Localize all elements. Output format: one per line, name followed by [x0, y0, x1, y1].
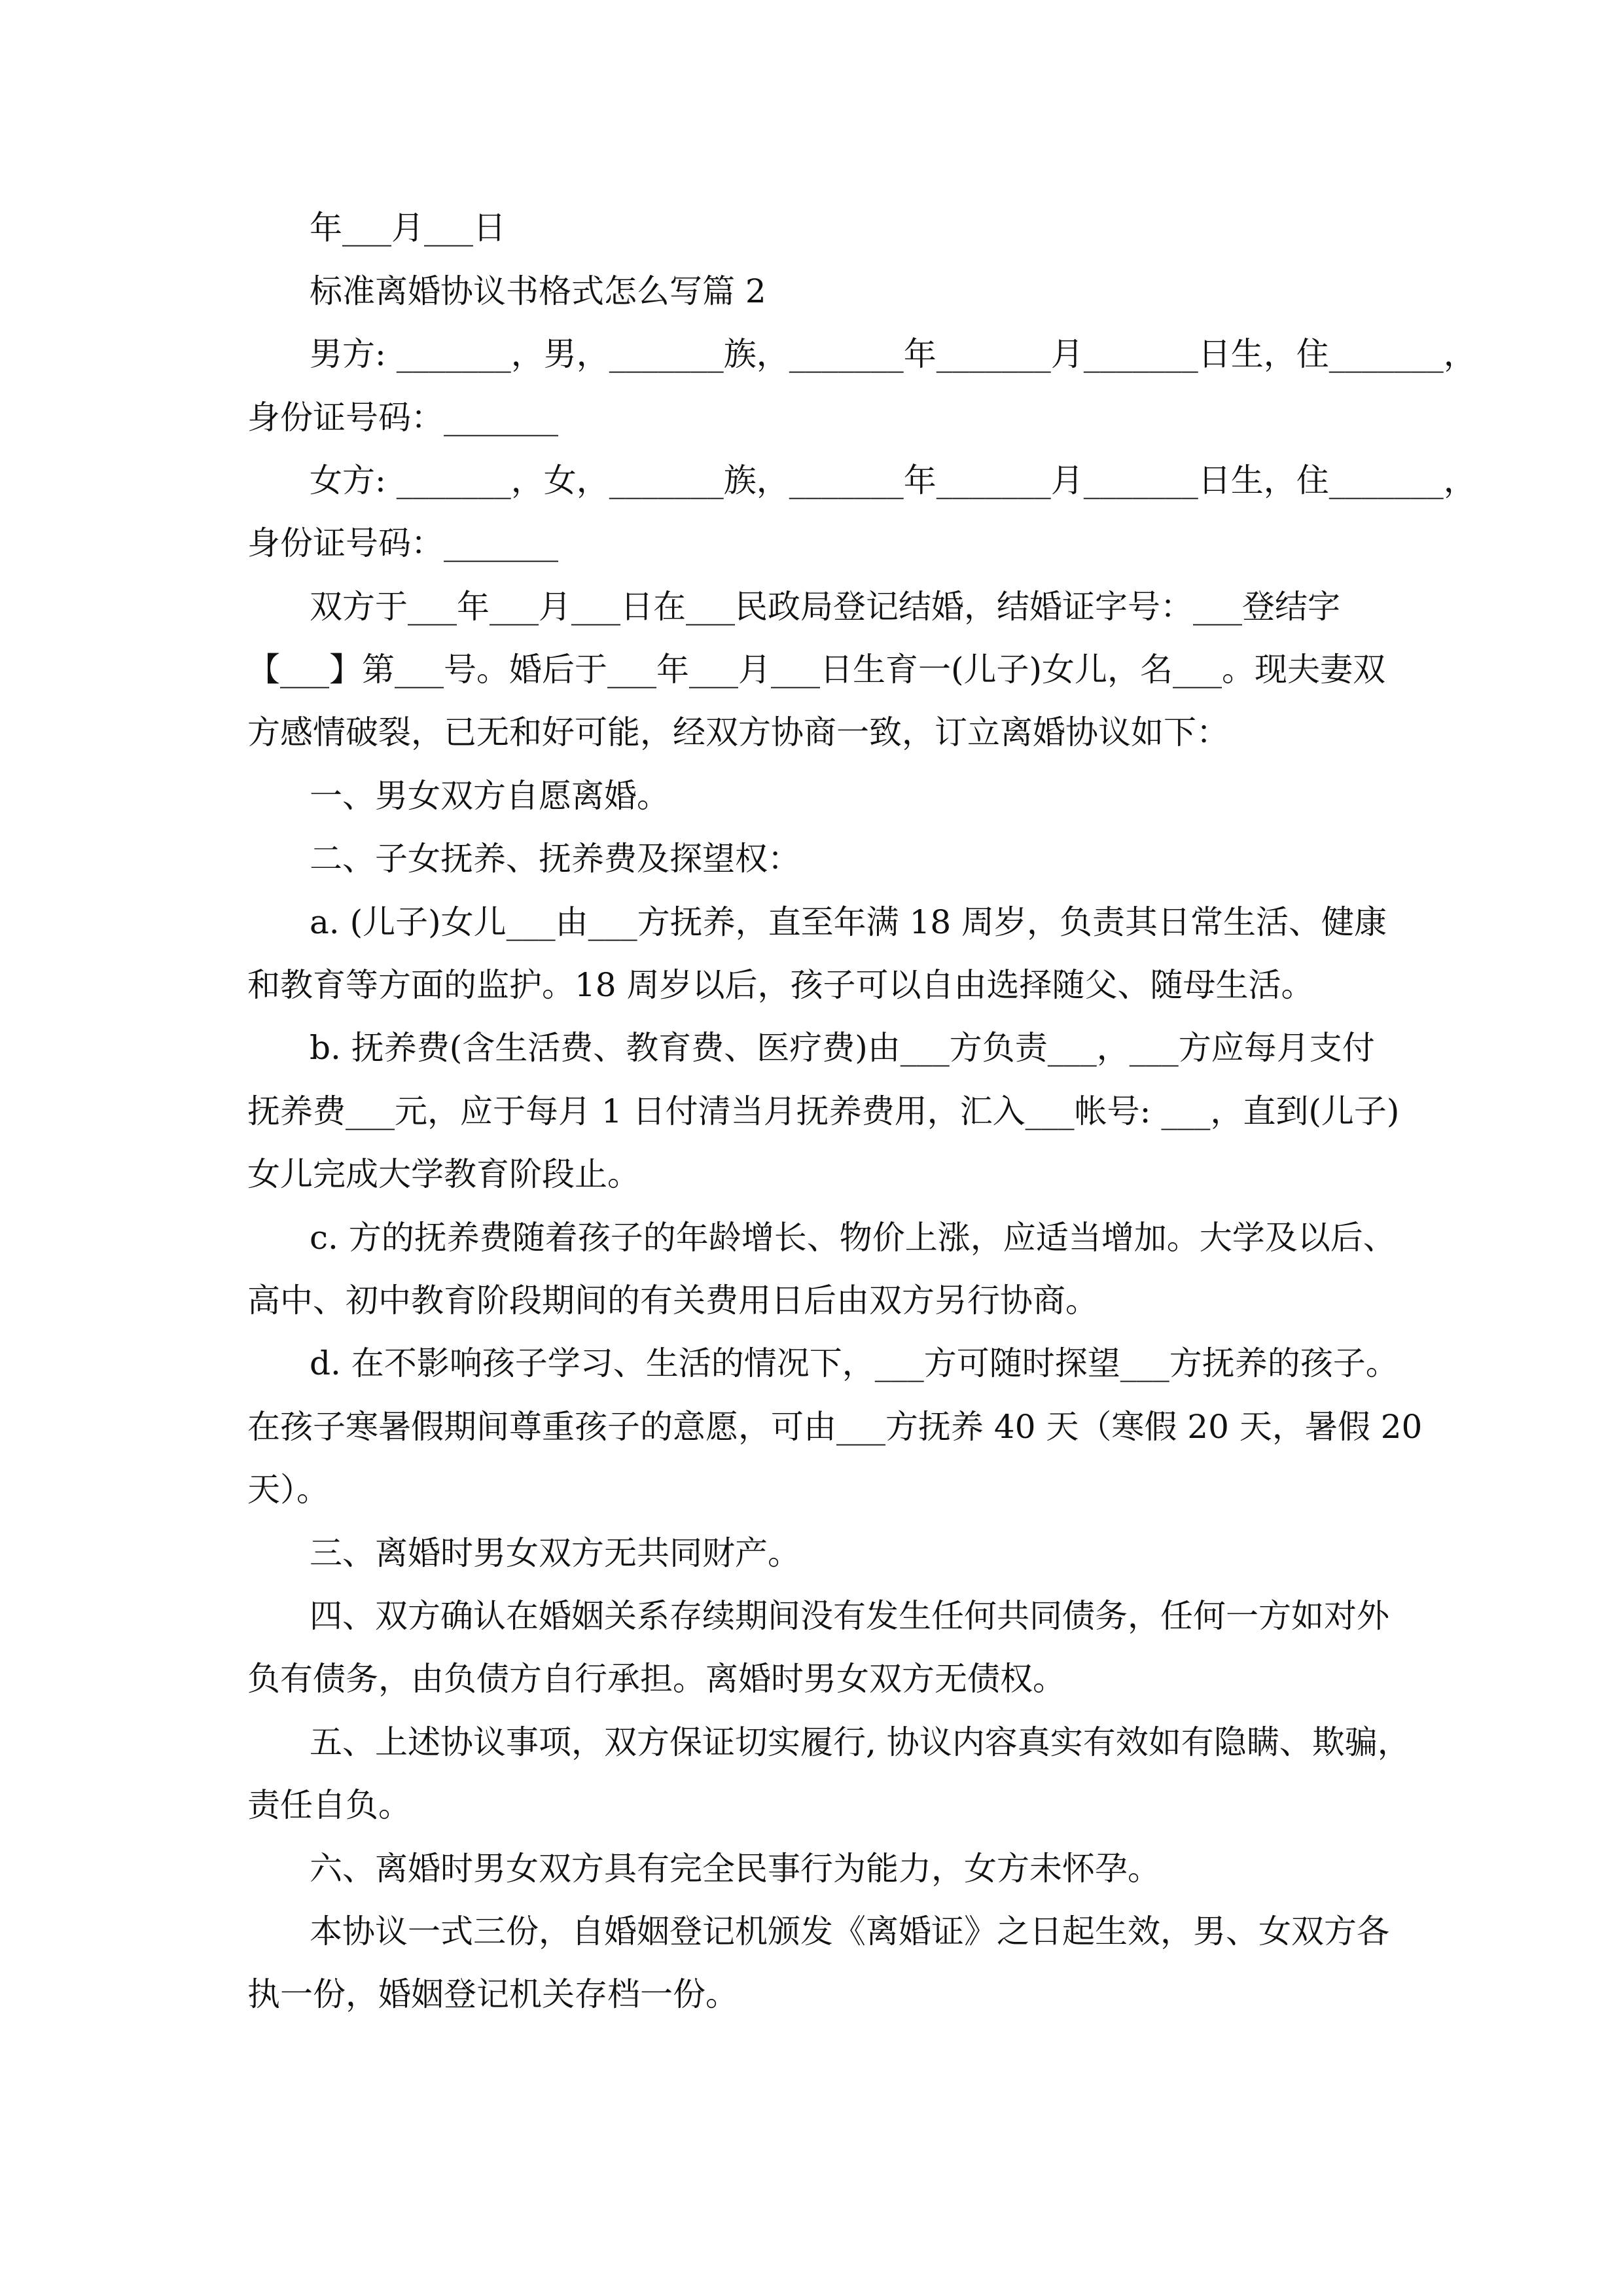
clause-2-heading: 二、子女抚养、抚养费及探望权：	[310, 840, 800, 878]
marriage-info-line-2: 【___】第___号。婚后于___年___月___日生育一(儿子)女儿，名___。现夫妻双	[247, 651, 1386, 689]
clause-4-line-1: 四、双方确认在婚姻关系存续期间没有发生任何共同债务，任何一方如对外	[310, 1597, 1389, 1635]
female-id-line: 身份证号码：_______	[247, 524, 558, 562]
female-party-line: 女方: _______，女，_______族，_______年_______月_______日生，住_______，	[310, 461, 1476, 499]
clause-2b-line-1: b. 抚养费(含生活费、教育费、医疗费)由___方负责___，___方应每月支付	[310, 1029, 1375, 1067]
clause-3: 三、离婚时男女双方无共同财产。	[310, 1534, 800, 1572]
closing-line-1: 本协议一式三份，自婚姻登记机颁发《离婚证》之日起生效，男、女双方各	[310, 1912, 1389, 1950]
clause-1: 一、男女双方自愿离婚。	[310, 777, 669, 815]
clause-2b-line-3: 女儿完成大学教育阶段止。	[247, 1155, 640, 1193]
clause-2a-line-2: 和教育等方面的监护。18 周岁以后，孩子可以自由选择随父、随母生活。	[247, 966, 1314, 1004]
clause-2d-line-2: 在孩子寒暑假期间尊重孩子的意愿，可由___方抚养 40 天（寒假 20 天，暑假 20	[247, 1408, 1423, 1446]
clause-6: 六、离婚时男女双方具有完全民事行为能力，女方未怀孕。	[310, 1850, 1160, 1888]
clause-5-line-1: 五、上述协议事项，双方保证切实履行, 协议内容真实有效如有隐瞒、欺骗，	[310, 1723, 1410, 1761]
clause-5-line-2: 责任自负。	[247, 1786, 411, 1824]
clause-4-line-2: 负有债务，由负债方自行承担。离婚时男女双方无债权。	[247, 1660, 1065, 1698]
clause-2d-line-1: d. 在不影响孩子学习、生活的情况下，___方可随时探望___方抚养的孩子。	[310, 1344, 1399, 1382]
male-party-line: 男方: _______，男，_______族，_______年_______月_______日生，住_______，	[310, 335, 1476, 373]
male-id-line: 身份证号码：_______	[247, 399, 558, 437]
clause-2c-line-1: c. 方的抚养费随着孩子的年龄增长、物价上涨，应适当增加。大学及以后、	[310, 1219, 1396, 1257]
marriage-info-line-1: 双方于___年___月___日在___民政局登记结婚，结婚证字号：___登结字	[310, 588, 1340, 626]
clause-2d-line-3: 天）。	[247, 1471, 329, 1509]
document-title: 标准离婚协议书格式怎么写篇 2	[310, 272, 766, 310]
clause-2c-line-2: 高中、初中教育阶段期间的有关费用日后由双方另行协商。	[247, 1282, 1098, 1319]
closing-line-2: 执一份，婚姻登记机关存档一份。	[247, 1975, 738, 2013]
date-line: 年___月___日	[310, 209, 506, 247]
clause-2a-line-1: a. (儿子)女儿___由___方抚养，直至年满 18 周岁，负责其日常生活、健康	[310, 903, 1387, 941]
marriage-info-line-3: 方感情破裂，已无和好可能，经双方协商一致，订立离婚协议如下：	[247, 713, 1229, 751]
clause-2b-line-2: 抚养费___元，应于每月 1 日付清当月抚养费用，汇入___帐号: ___，直到(儿子)	[247, 1092, 1400, 1130]
